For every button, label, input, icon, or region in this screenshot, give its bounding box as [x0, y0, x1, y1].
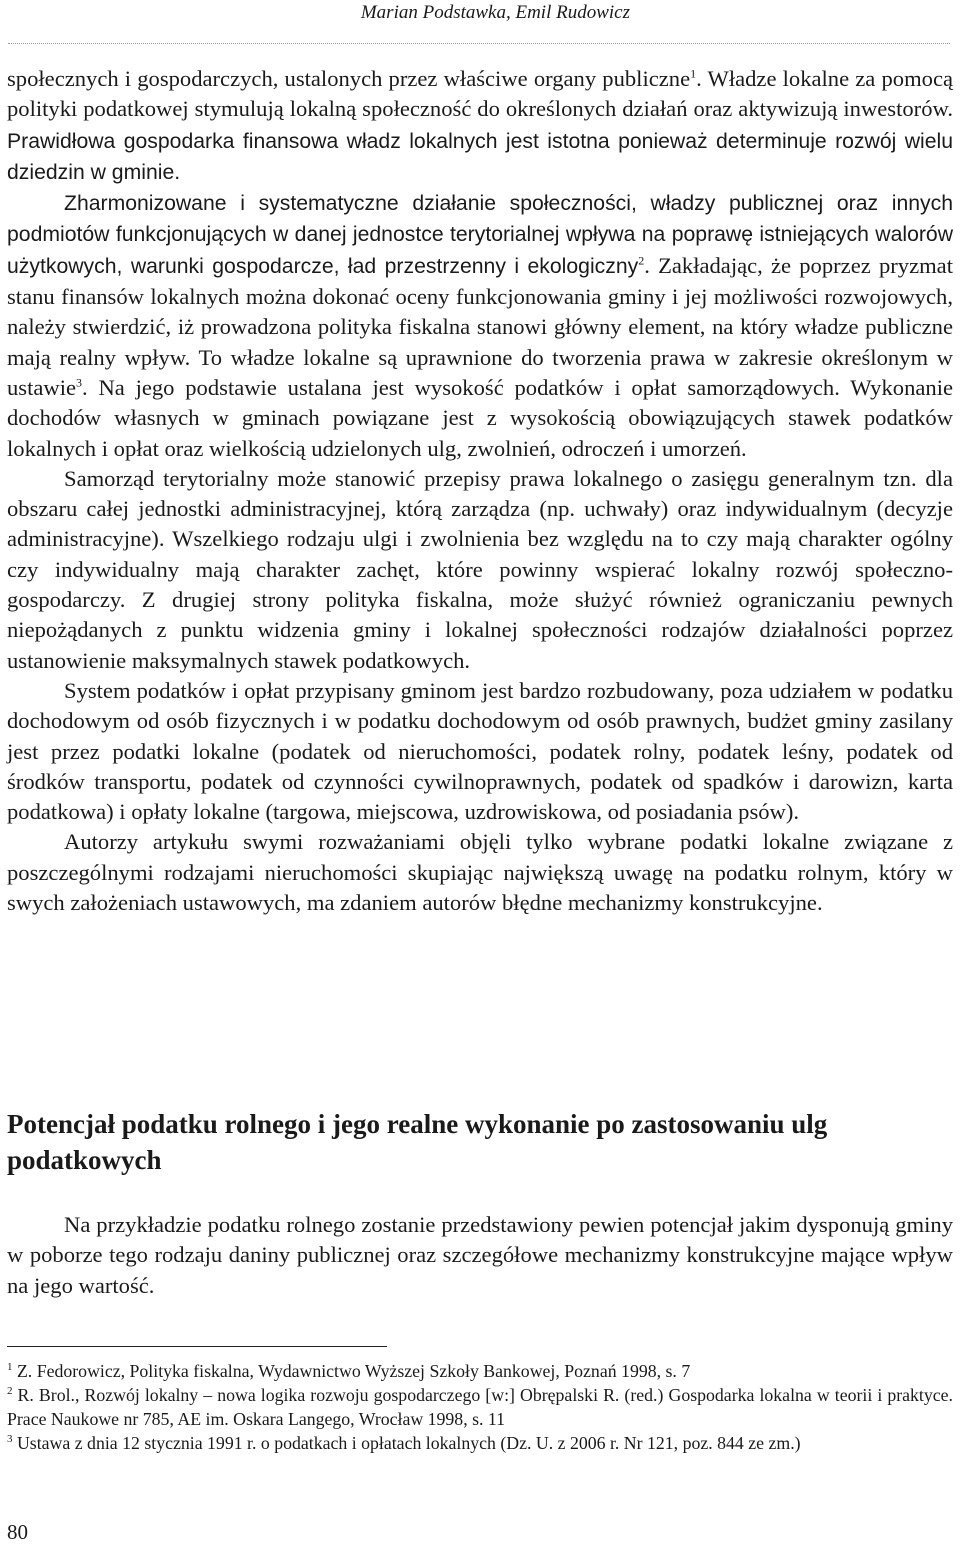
paragraph-1-part-a: społecznych i gospodarczych, ustalonych przez właściwe organy publiczne: [7, 66, 691, 91]
paragraph-3: Samorząd terytorialny może stanowić przepisy prawa lokalnego o zasięgu generalnym tzn. dla obszaru całej jednostki administracyjnej, którą zarządza (np. uchwały) oraz indywidualnym (decyzje administracyjne). Wszelkiego rodzaju ulgi i zwolnienia bez względu na to czy mają charakter ogólny czy indywidualny mają charakter zachęt, które powinny wspierać lokalny rozwój społeczno-gospodarczy. Z drugiej strony polityka fiskalna, może służyć również ograniczaniu pewnych niepożądanych z punktu widzenia gminy i lokalnej społeczności rodzajów działalności poprzez ustanowienie maksymalnych stawek podatkowych.: [7, 465, 953, 673]
footnote-3-text: Ustawa z dnia 12 stycznia 1991 r. o podatkach i opłatach lokalnych (Dz. U. z 2006 r. Nr 121, poz. 844 ze zm.): [12, 1433, 801, 1453]
footnote-1-text: Z. Fedorowicz, Polityka fiskalna, Wydawnictwo Wyższej Szkoły Bankowej, Poznań 1998, s. 7: [12, 1361, 691, 1381]
section-paragraph-1: Na przykładzie podatku rolnego zostanie przedstawiony pewien potencjał jakim dysponują gminy w poborze tego rodzaju daniny publicznej oraz szczegółowe mechanizmy konstrukcyjne mające wpływ na jego wartość.: [7, 1212, 953, 1298]
header-rule: [8, 43, 950, 44]
paragraph-2: [7, 188, 953, 464]
footnote-ref-2: 2: [638, 253, 645, 268]
footnote-1-number: 1: [7, 1361, 13, 1374]
footnote-1: [7, 1359, 953, 1383]
footnote-ref-3: 3: [76, 375, 83, 390]
footnote-3-number: 3: [7, 1433, 13, 1446]
paragraph-1-part-b: . Władze lokalne za pomocą polityki podatkowej stymulują lokalną społeczność do określonych działań oraz aktywizują inwestorów.: [7, 66, 953, 122]
footnote-3: [7, 1431, 953, 1455]
paragraph-4: System podatków i opłat przypisany gminom jest bardzo rozbudowany, poza udziałem w podatku dochodowym od osób fizycznych i w podatku dochodowym od osób prawnych, budżet gminy zasilany jest przez podatki lokalne (podatek od nieruchomości, podatek rolny, podatek leśny, podatek od środków transportu, podatek od czynności cywilnoprawnych, podatek od spadków i darowizn, karta podatkowa) i opłaty lokalne (targowa, miejscowa, uzdrowiskowa, od posiadania psów).: [7, 677, 953, 825]
running-header: Marian Podstawka, Emil Rudowicz: [360, 2, 630, 23]
footnote-separator: [7, 1346, 387, 1347]
paragraph-2-part-a: Zharmonizowane i systematyczne działanie społeczności, władzy publicznej oraz innych podmiotów funkcjonujących w danej jednostce terytorialnej wpływa na poprawę istniejących walorów użytkowych, warunki gospodarcze, ład przestrzenny i ekologiczny: [7, 192, 953, 278]
section-text: [7, 1210, 953, 1301]
paragraph-1-part-c: Prawidłowa gospodarka finansowa władz lokalnych jest istotna ponieważ determinuje rozwój wielu dziedzin w gminie.: [7, 129, 953, 184]
footnote-2-number: 2: [7, 1385, 13, 1398]
paragraph-5: Autorzy artykułu swymi rozważaniami objęli tylko wybrane podatki lokalne związane z poszczególnymi rodzajami nieruchomości skupiając największą uwagę na podatku rolnym, który w swych założeniach ustawowych, ma zdaniem autorów błędne mechanizmy konstrukcyjne.: [7, 829, 953, 916]
page-number: 80: [7, 1520, 28, 1544]
main-text: [7, 64, 953, 918]
paragraph-1: [7, 64, 953, 188]
footnote-2-text: R. Brol., Rozwój lokalny – nowa logika rozwoju gospodarczego [w:] Obrępalski R. (red.) Gospodarka lokalna w teorii i praktyce. Prace Naukowe nr 785, AE im. Oskara Langego, Wrocław 1998, s. 11: [7, 1385, 953, 1429]
footnote-2: [7, 1383, 953, 1431]
footnotes: [7, 1359, 953, 1455]
footnote-ref-1: 1: [690, 66, 697, 81]
paragraph-2-part-b: . Zakładając, że poprzez pryzmat stanu finansów lokalnych można dokonać oceny funkcjonowania gminy i jej możliwości rozwojowych, należy stwierdzić, iż prowadzona polityka fiskalna stanowi główny element, na który władze publiczne mają realny wpływ. To władze lokalne są uprawnione do tworzenia prawa w zakresie określonym w ustawie: [7, 252, 953, 400]
paragraph-2-part-c: . Na jego podstawie ustalana jest wysokość podatków i opłat samorządowych. Wykonanie dochodów własnych w gminach powiązane jest z wysokością obowiązujących stawek podatków lokalnych i opłat oraz wielkością udzielonych ulg, zwolnień, odroczeń i umorzeń.: [7, 374, 953, 461]
section-heading: Potencjał podatku rolnego i jego realne wykonanie po zastosowaniu ulg podatkowych: [7, 1109, 828, 1175]
